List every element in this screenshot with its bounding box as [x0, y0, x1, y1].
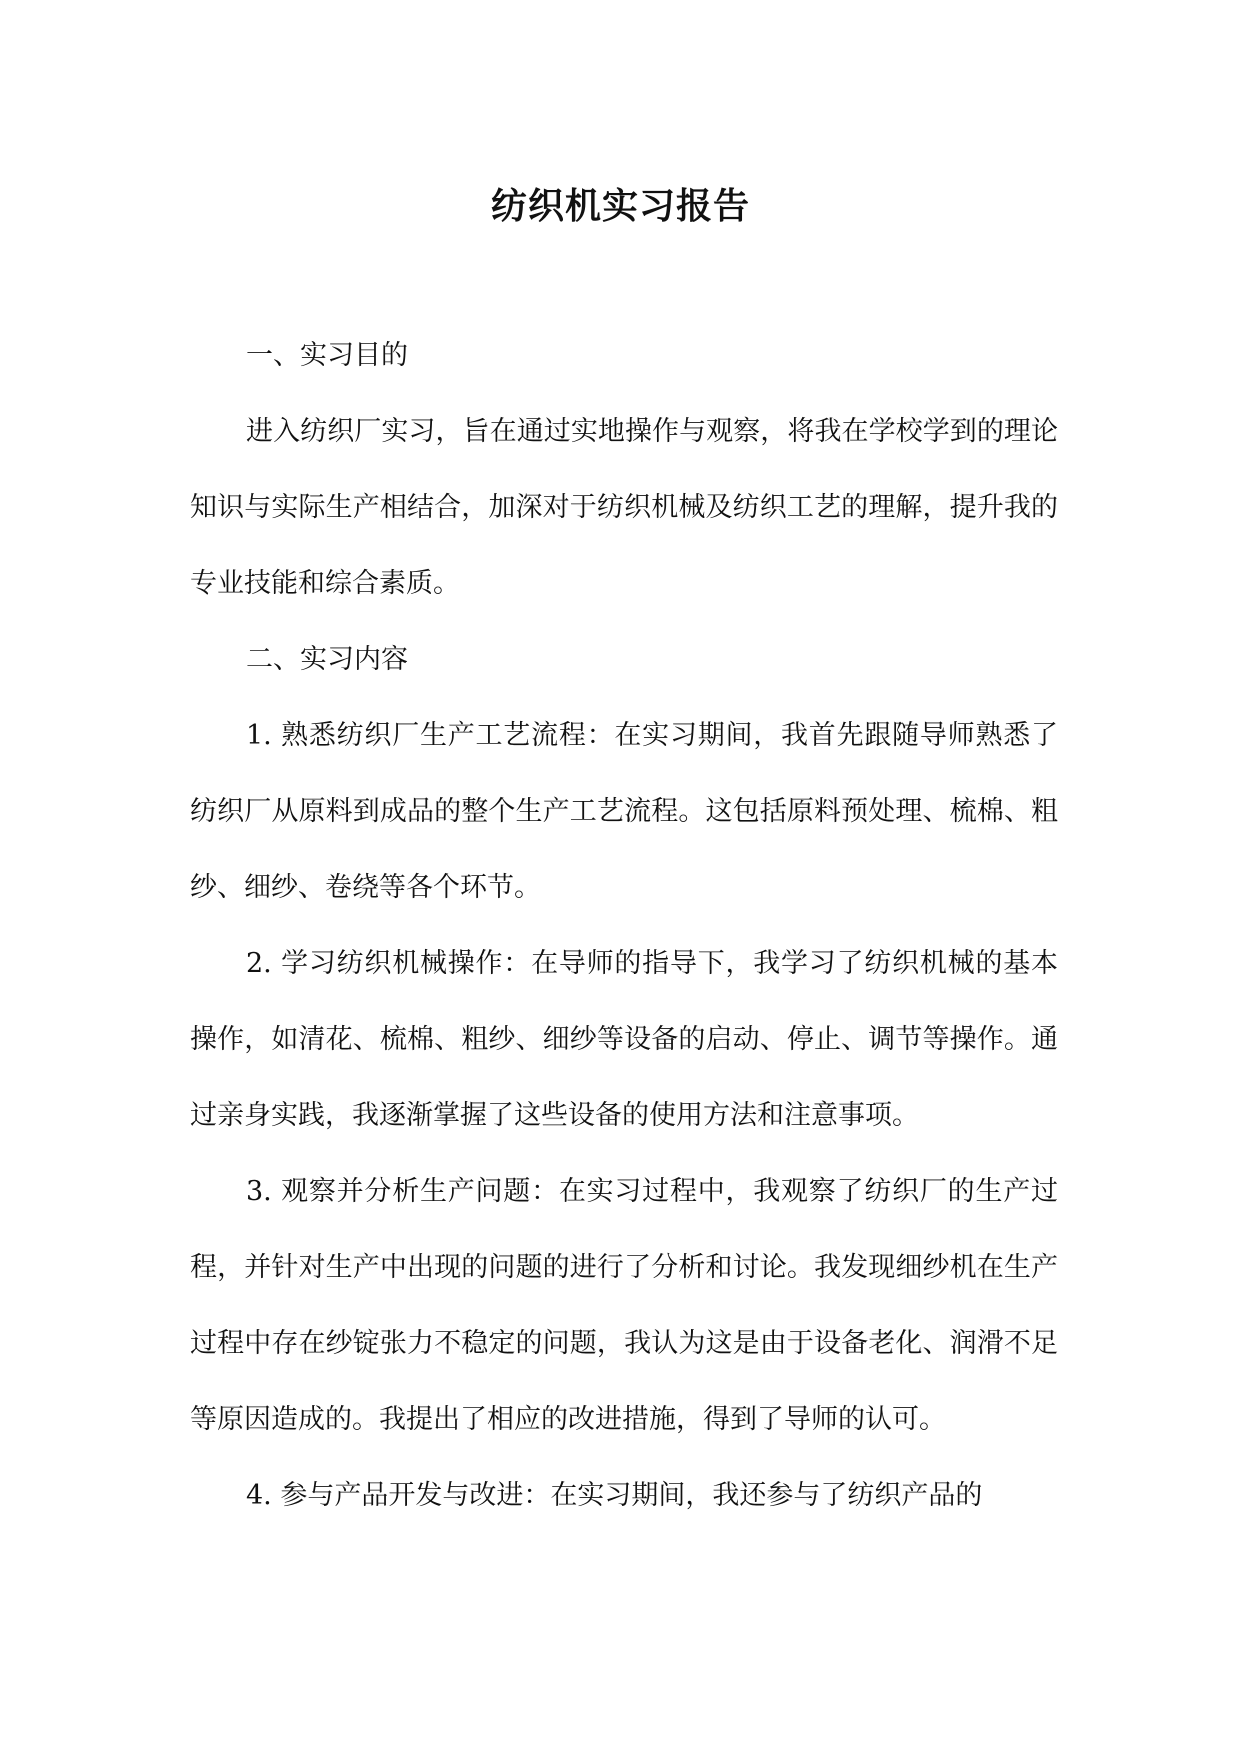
list-item-analysis: 3. 观察并分析生产问题：在实习过程中，我观察了纺织厂的生产过程，并针对生产中出现的问题的进行了分析和讨论。我发现细纱机在生产过程中存在纱锭张力不稳定的问题，我认为这是由于设备老化、润滑不足等原因造成的。我提出了相应的改进措施，得到了导师的认可。	[190, 1176, 1058, 1435]
section-heading-content: 二、实习内容	[246, 644, 408, 675]
document-body	[190, 318, 1058, 1534]
list-item-development: 4. 参与产品开发与改进：在实习期间，我还参与了纺织产品的	[246, 1480, 983, 1511]
page-title: 纺织机实习报告	[490, 185, 750, 227]
section-heading-purpose: 一、实习目的	[246, 340, 408, 371]
paragraph-purpose: 进入纺织厂实习，旨在通过实地操作与观察，将我在学校学到的理论知识与实际生产相结合，加深对于纺织机械及纺织工艺的理解，提升我的专业技能和综合素质。	[190, 416, 1058, 599]
list-item-process: 1. 熟悉纺织厂生产工艺流程：在实习期间，我首先跟随导师熟悉了纺织厂从原料到成品的整个生产工艺流程。这包括原料预处理、梳棉、粗纱、细纱、卷绕等各个环节。	[190, 720, 1058, 903]
list-item-operation: 2. 学习纺织机械操作：在导师的指导下，我学习了纺织机械的基本操作，如清花、梳棉、粗纱、细纱等设备的启动、停止、调节等操作。通过亲身实践，我逐渐掌握了这些设备的使用方法和注意事项。	[190, 948, 1058, 1131]
